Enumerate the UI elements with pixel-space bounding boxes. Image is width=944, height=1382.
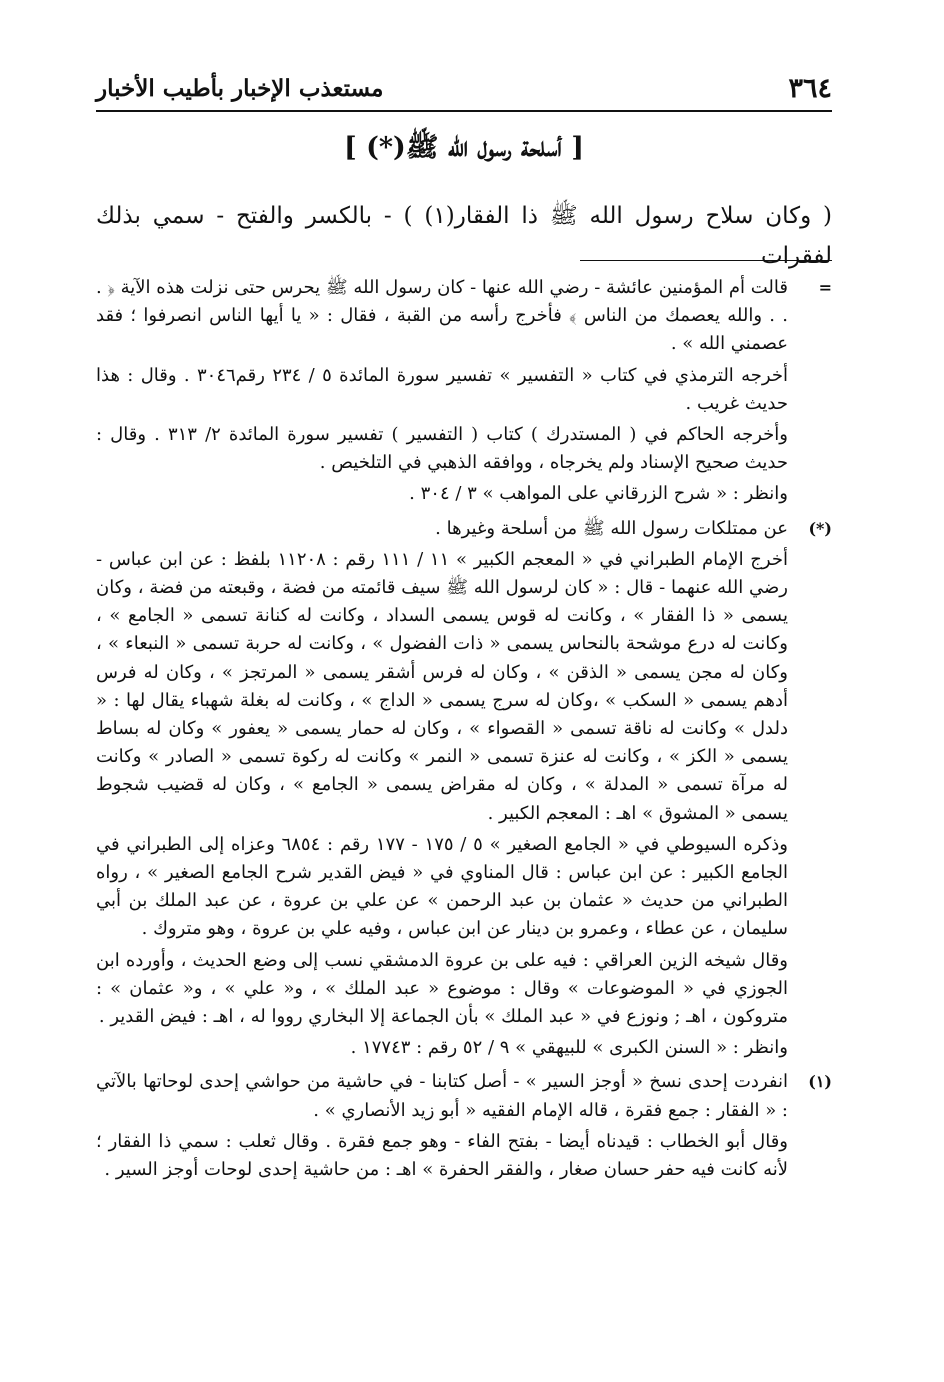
footnote-paragraph: أخرج الإمام الطبراني في « المعجم الكبير » ١١ / ١١١ رقم : ١١٢٠٨ بلفظ : عن ابن عباس - رضي الله عنهما - قال : « كان لرسول الله ﷺ سيف قائمته من فضة ، وقبعته من فضة ، وكان يسمى « ذا الفقار » ، وكانت له قوس يسمى السداد ، وكانت له كنانة تسمى « الجامع » ، وكانت له درع موشحة بالنحاس يسمى « ذات الفضول » ، وكانت له حربة تسمى « النبعاء » ، وكان له مجن يسمى « الذقن » ، وكان له فرس أشقر يسمى « المرتجز » ، وكان له فرس أدهم يسمى « السكب » ،وكان له سرج يسمى « الداج » ، وكانت له بغلة شهباء يقال لها : « دلدل » وكانت له ناقة تسمى « القصواء » ، وكان له حمار يسمى « يعفور » وكان له بساط يسمى « الكز » ، وكانت له عنزة تسمى « النمر » وكانت له ركوة تسمى « الصادر » وكانت له مرآة تسمى « المدلة » ، وكان له مقراض يسمى « الجامع » ، وكان له قضيب شجوط يسمى « المشوق » اهـ : المعجم الكبير . xyxy=(96,548,788,824)
main-text: ( وكان سلاح رسول الله ﷺ ذا الفقار(١) ) - بالكسر والفتح - سمي بذلك لفقرات xyxy=(96,203,833,269)
footnote-paragraph: أخرجه الترمذي في كتاب « التفسير » تفسير سورة المائدة ٥ / ٢٣٤ رقم٣٠٤٦ . وقال : هذا حديث غريب . xyxy=(96,364,788,414)
running-title: مستعذب الإخبار بأطيب الأخبار xyxy=(96,74,384,102)
footnote-marker: (١) xyxy=(808,1072,832,1092)
footnote-paragraph: قالت أم المؤمنين عائشة - رضي الله عنها - كان رسول الله ﷺ يحرس حتى نزلت هذه الآية ﴿ . . . والله يعصمك من الناس ﴾ فأخرج رأسه من القبة ، فقال : « يا أيها الناس انصرفوا ؛ فقد عصمني الله » . xyxy=(96,277,788,355)
footnote-paragraph: وأخرجه الحاكم في ( المستدرك ) كتاب ( التفسير ) تفسير سورة المائدة ٢/ ٣١٣ . وقال : حديث صحيح الإسناد ولم يخرجاه ، ووافقه الذهبي في التلخيص . xyxy=(96,424,788,474)
footnote-paragraph: وذكره السيوطي في « الجامع الصغير » ٥ / ١٧٥ - ١٧٧ رقم : ٦٨٥٤ وعزاه إلى الطبراني في الجامع الكبير : عن ابن عباس : قال المناوي في « فيض القدير شرح الجامع الصغير » ، رواه الطبراني من حديث « عثمان بن عبد الرحمن » عن علي بن عروة ، عن عبد الملك بن أبي سليمان ، عن عطاء ، وعمرو بن دينار عن ابن عباس ، وفيه علي بن عروة ، وهو متروك . xyxy=(96,833,788,940)
footnote-one xyxy=(96,1068,832,1187)
footnote-marker: = xyxy=(818,278,832,297)
footnote-paragraph: وقال شيخه الزين العراقي : فيه على بن عروة الدمشقي نسب إلى وضع الحديث ، وأورده ابن الجوزي في « الموضوعات » وقال : موضوع « عبد الملك » ، و« علي » ، و« عثمان » : متروكون ، اهـ ; ونوزع في « عبد الملك » بأن الجماعة إلا البخاري رووا له ، اهـ : فيض القدير . xyxy=(96,949,788,1028)
footnote-body xyxy=(96,274,788,512)
footnote-paragraph: انفردت إحدى نسخ « أوجز السير » - أصل كتابنا - في حاشية من حواشي إحدى لوحاتها بالآتي : « الفقار : جمع فقرة ، قاله الإمام الفقيه « أبو زيد الأنصاري » . xyxy=(96,1071,788,1121)
footnotes xyxy=(96,274,832,1190)
footnote-paragraph: وقال أبو الخطاب : قيدناه أيضا - بفتح الفاء - وهو جمع فقرة . وقال ثعلب : سمي ذا الفقار ؛ لأنه كانت فيه حفر حسان صغار ، والفقر الحفرة » اهـ : من حاشية إحدى لوحات أوجز السير . xyxy=(96,1130,789,1181)
footnote-paragraph: وانظر : « شرح الزرقاني على المواهب » ٣ / ٣٠٤ . xyxy=(409,483,788,505)
footnote-paragraph: وانظر : « السنن الكبرى » للبيهقي » ٩ / ٥٢ رقم : ١٧٧٤٣ . xyxy=(350,1037,788,1059)
footnote-separator xyxy=(580,260,832,261)
footnote-paragraph: عن ممتلكات رسول الله ﷺ من أسلحة وغيرها . xyxy=(435,517,788,539)
footnote-continued xyxy=(96,274,832,512)
page-number: ٣٦٤ xyxy=(788,72,832,104)
chapter-title: [ أسلحة رسول الله ﷺ(*) ] xyxy=(343,132,585,163)
footnote-body xyxy=(96,1068,788,1187)
page-header xyxy=(96,68,832,108)
header-rule xyxy=(96,110,832,112)
footnote-star xyxy=(96,515,832,1066)
footnote-body xyxy=(96,515,788,1066)
footnote-marker: (*) xyxy=(808,518,832,538)
